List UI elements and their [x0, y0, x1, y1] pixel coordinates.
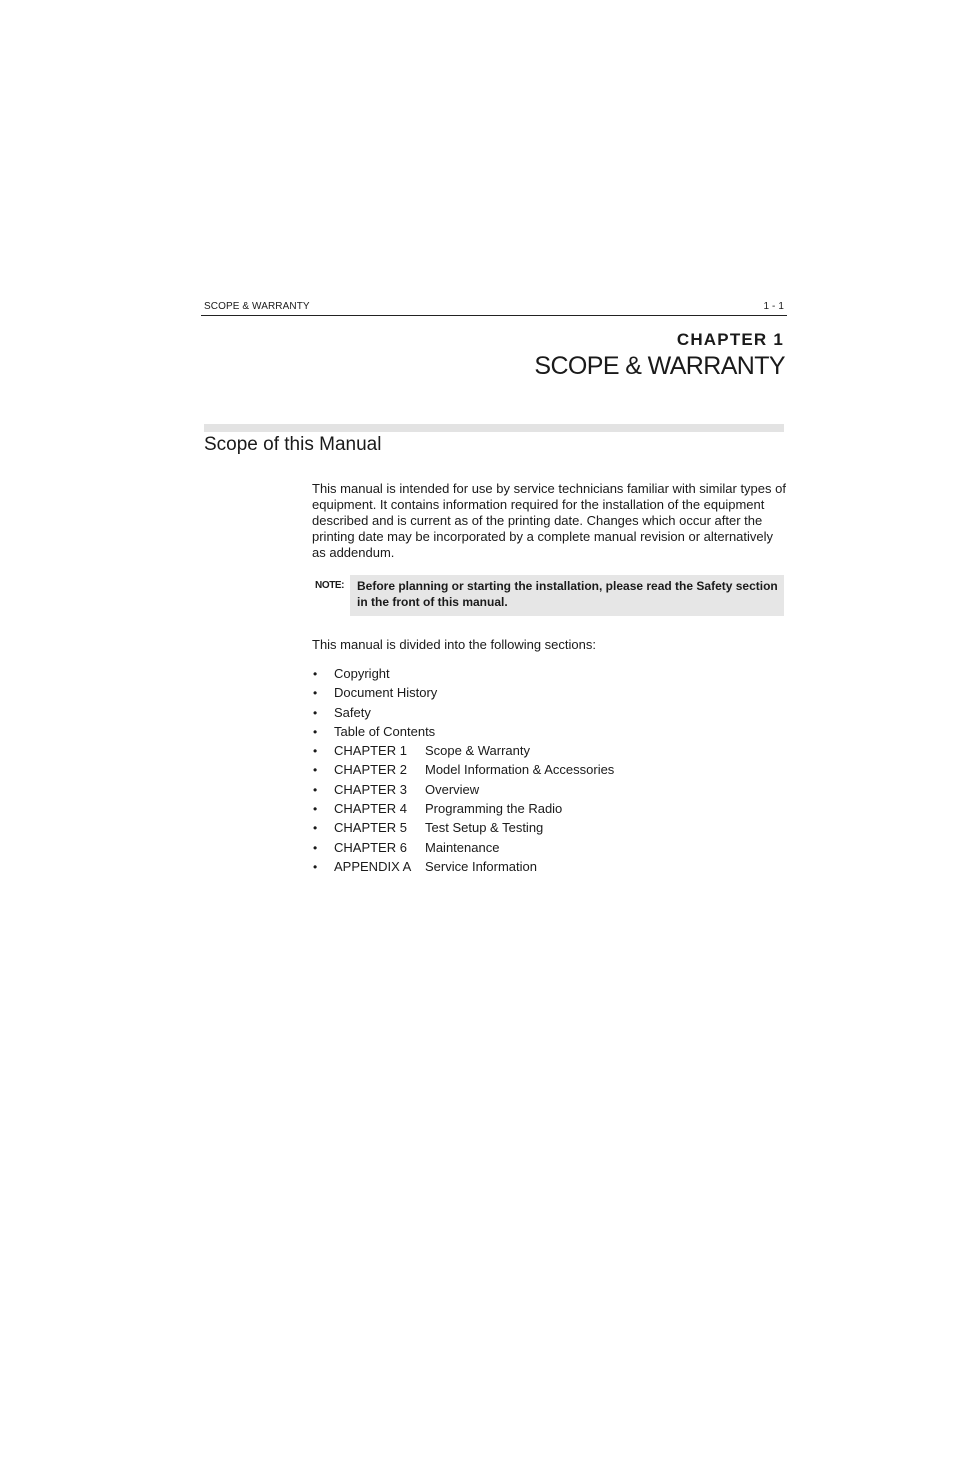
- running-header-title: SCOPE & WARRANTY: [204, 301, 310, 312]
- list-item-label: Copyright: [334, 666, 390, 681]
- list-item-label: Safety: [334, 704, 371, 720]
- list-item-label: CHAPTER 1: [334, 743, 407, 759]
- bullet-icon: •: [313, 782, 318, 797]
- list-item-desc: Programming the Radio: [425, 801, 563, 817]
- list-item-label: CHAPTER 3: [334, 781, 407, 797]
- note-text: Before planning or starting the installation, please read the Safety section in the front of this manual.: [357, 579, 778, 609]
- list-item-desc: Model Information & Accessories: [425, 762, 615, 778]
- list-item-label: CHAPTER 5: [334, 820, 407, 836]
- note-label: NOTE:: [315, 580, 345, 591]
- bullet-icon: •: [313, 821, 318, 836]
- list-item-label: Document History: [334, 685, 438, 701]
- bullet-icon: •: [313, 802, 318, 817]
- chapter-number: CHAPTER 1: [676, 330, 784, 349]
- sections-intro: This manual is divided into the following sections:: [312, 637, 596, 652]
- list-item-desc: Overview: [425, 781, 480, 797]
- section-title: Scope of this Manual: [204, 434, 382, 455]
- bullet-icon: •: [313, 705, 318, 720]
- bullet-icon: •: [313, 744, 318, 759]
- bullet-icon: •: [313, 724, 318, 739]
- list-item-desc: Maintenance: [425, 839, 500, 855]
- bullet-icon: •: [313, 763, 318, 778]
- list-item-label: Table of Contents: [334, 723, 436, 739]
- page-number: 1 - 1: [763, 301, 784, 312]
- list-item-desc: Test Setup & Testing: [425, 820, 544, 836]
- chapter-title: SCOPE & WARRANTY: [534, 352, 785, 380]
- bullet-icon: •: [313, 667, 318, 681]
- section-divider-bar: [204, 424, 784, 432]
- list-item-label: APPENDIX A: [334, 858, 412, 874]
- bullet-icon: •: [313, 686, 318, 701]
- bullet-icon: •: [313, 840, 318, 855]
- note-box: [350, 575, 784, 616]
- list-item-desc: Service Information: [425, 858, 537, 874]
- list-item-label: CHAPTER 6: [334, 839, 407, 855]
- running-header: [201, 300, 787, 316]
- intro-paragraph: This manual is intended for use by service technicians familiar with similar types of equipment. It contains information required for the installation of the equipment described and is current as of the printing date. Changes which occur after the printing date may be incorporated by a complete manual revision or alternatively as addendum.: [312, 481, 786, 560]
- list-item-desc: Scope & Warranty: [425, 743, 531, 759]
- bullet-icon: •: [313, 859, 318, 874]
- list-item-label: CHAPTER 2: [334, 762, 407, 778]
- list-item-label: CHAPTER 4: [334, 801, 407, 817]
